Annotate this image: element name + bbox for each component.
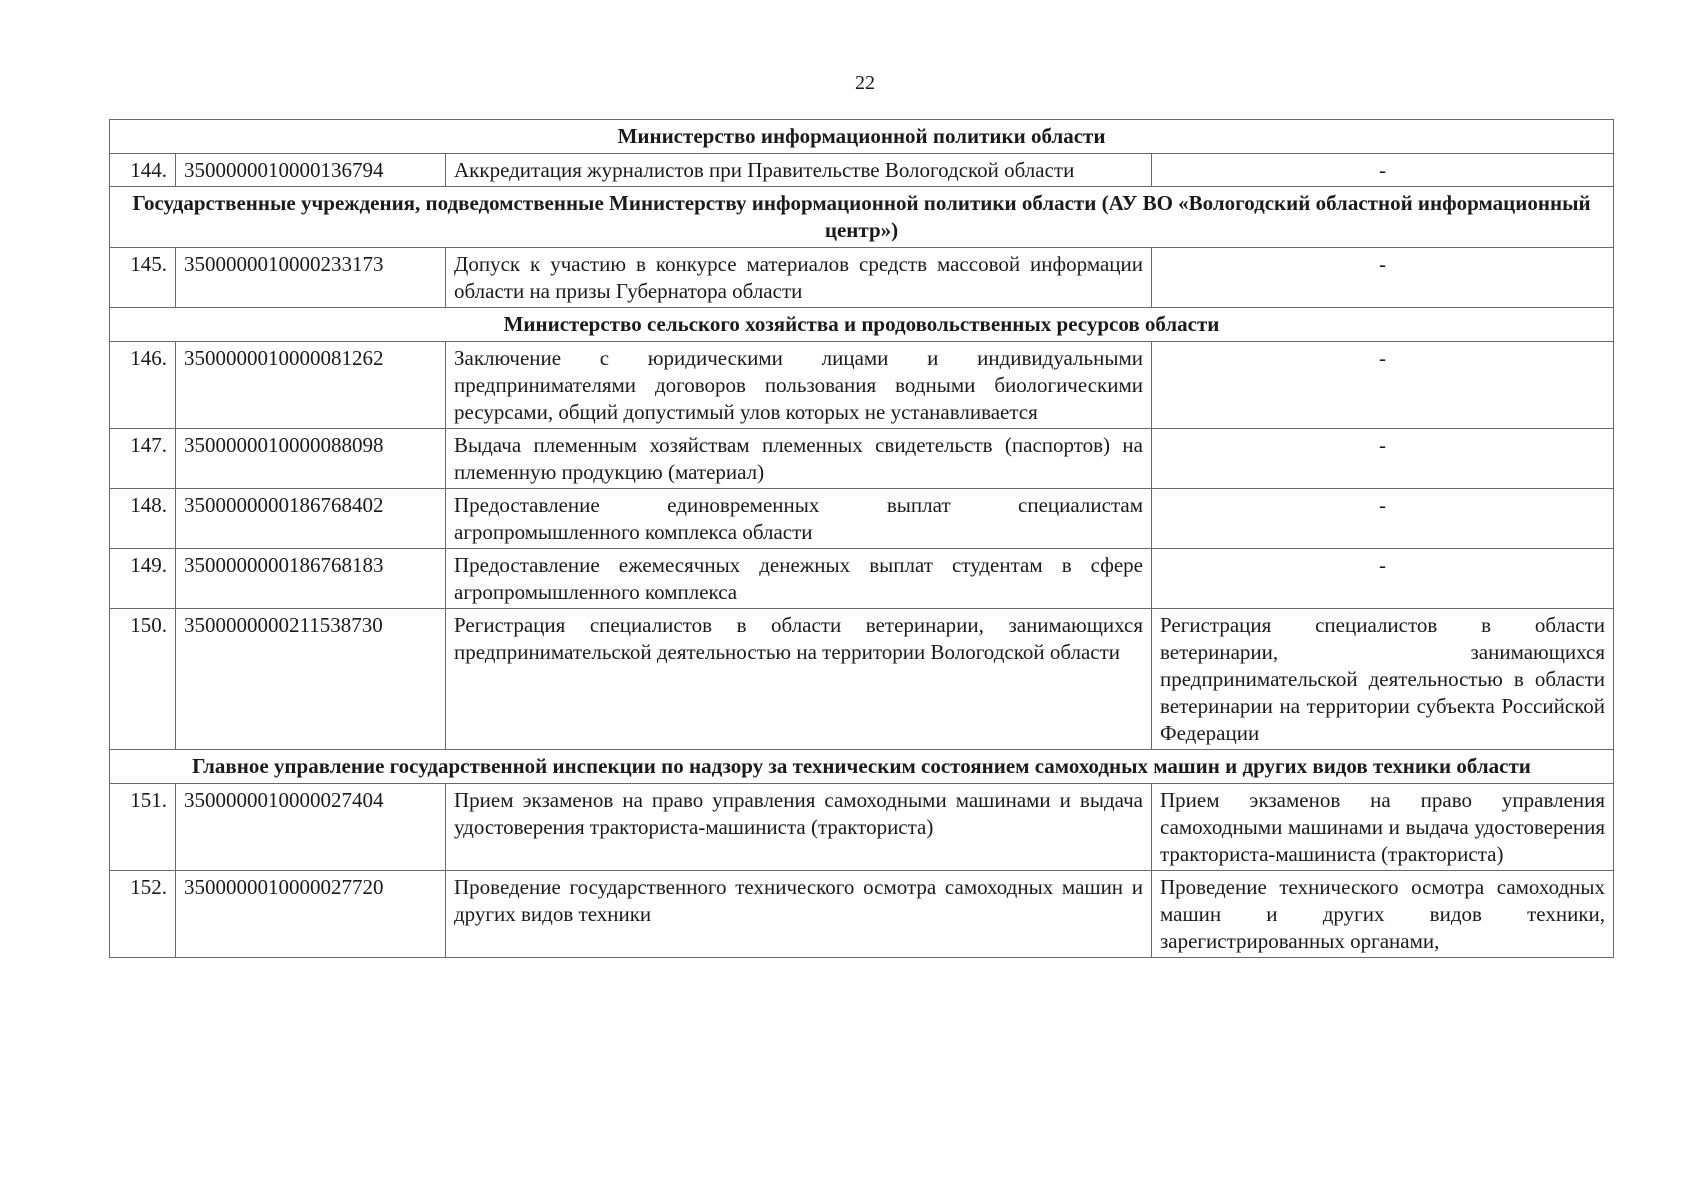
service-code: 3500000010000136794: [176, 154, 446, 187]
service-code: 3500000010000233173: [176, 248, 446, 308]
service-code: 3500000010000027720: [176, 871, 446, 958]
table-row: [110, 342, 1614, 429]
service-code: 3500000010000081262: [176, 342, 446, 429]
row-number: 150.: [110, 609, 176, 750]
service-name: Предоставление единовременных выплат специалистам агропромышленного комплекса области: [446, 489, 1152, 549]
row-number: 149.: [110, 549, 176, 609]
federal-service: Проведение технического осмотра самоходных машин и других видов техники, зарегистрированных органами,: [1152, 871, 1614, 958]
service-name: Выдача племенным хозяйствам племенных свидетельств (паспортов) на племенную продукцию (материал): [446, 429, 1152, 489]
page-number: 22: [855, 72, 875, 94]
federal-service: -: [1152, 489, 1614, 549]
table-row: [110, 248, 1614, 308]
services-table: [109, 119, 1614, 958]
service-code: 3500000010000027404: [176, 784, 446, 871]
row-number: 148.: [110, 489, 176, 549]
section-title: Министерство информационной политики области: [110, 120, 1614, 154]
section-row: [110, 308, 1614, 342]
table-row: [110, 429, 1614, 489]
section-title: Государственные учреждения, подведомственные Министерству информационной политики области (АУ ВО «Вологодский областной информационный центр»): [110, 187, 1614, 248]
table-row: [110, 871, 1614, 958]
table-row: [110, 549, 1614, 609]
service-name: Прием экзаменов на право управления самоходными машинами и выдача удостоверения тракториста-машиниста (тракториста): [446, 784, 1152, 871]
service-name: Проведение государственного технического осмотра самоходных машин и других видов техники: [446, 871, 1152, 958]
service-code: 3500000000211538730: [176, 609, 446, 750]
service-name: Заключение с юридическими лицами и индивидуальными предпринимателями договоров пользования водными биологическими ресурсами, общий допустимый улов которых не устанавливается: [446, 342, 1152, 429]
service-code: 3500000000186768183: [176, 549, 446, 609]
service-code: 3500000000186768402: [176, 489, 446, 549]
service-name: Предоставление ежемесячных денежных выплат студентам в сфере агропромышленного комплекса: [446, 549, 1152, 609]
table-row: [110, 489, 1614, 549]
row-number: 145.: [110, 248, 176, 308]
federal-service: -: [1152, 429, 1614, 489]
federal-service: Прием экзаменов на право управления самоходными машинами и выдача удостоверения тракториста-машиниста (тракториста): [1152, 784, 1614, 871]
row-number: 147.: [110, 429, 176, 489]
row-number: 146.: [110, 342, 176, 429]
federal-service: -: [1152, 549, 1614, 609]
section-row: [110, 120, 1614, 154]
federal-service: -: [1152, 342, 1614, 429]
section-row: [110, 187, 1614, 248]
table-row: [110, 609, 1614, 750]
federal-service: -: [1152, 248, 1614, 308]
service-name: Аккредитация журналистов при Правительстве Вологодской области: [446, 154, 1152, 187]
service-code: 3500000010000088098: [176, 429, 446, 489]
row-number: 151.: [110, 784, 176, 871]
federal-service: -: [1152, 154, 1614, 187]
table-row: [110, 784, 1614, 871]
federal-service: Регистрация специалистов в области ветеринарии, занимающихся предпринимательской деятельностью в области ветеринарии на территории субъекта Российской Федерации: [1152, 609, 1614, 750]
service-name: Допуск к участию в конкурсе материалов средств массовой информации области на призы Губернатора области: [446, 248, 1152, 308]
row-number: 144.: [110, 154, 176, 187]
section-row: [110, 750, 1614, 784]
service-name: Регистрация специалистов в области ветеринарии, занимающихся предпринимательской деятельностью на территории Вологодской области: [446, 609, 1152, 750]
section-title: Министерство сельского хозяйства и продовольственных ресурсов области: [110, 308, 1614, 342]
row-number: 152.: [110, 871, 176, 958]
section-title: Главное управление государственной инспекции по надзору за техническим состоянием самоходных машин и других видов техники области: [110, 750, 1614, 784]
table-row: [110, 154, 1614, 187]
